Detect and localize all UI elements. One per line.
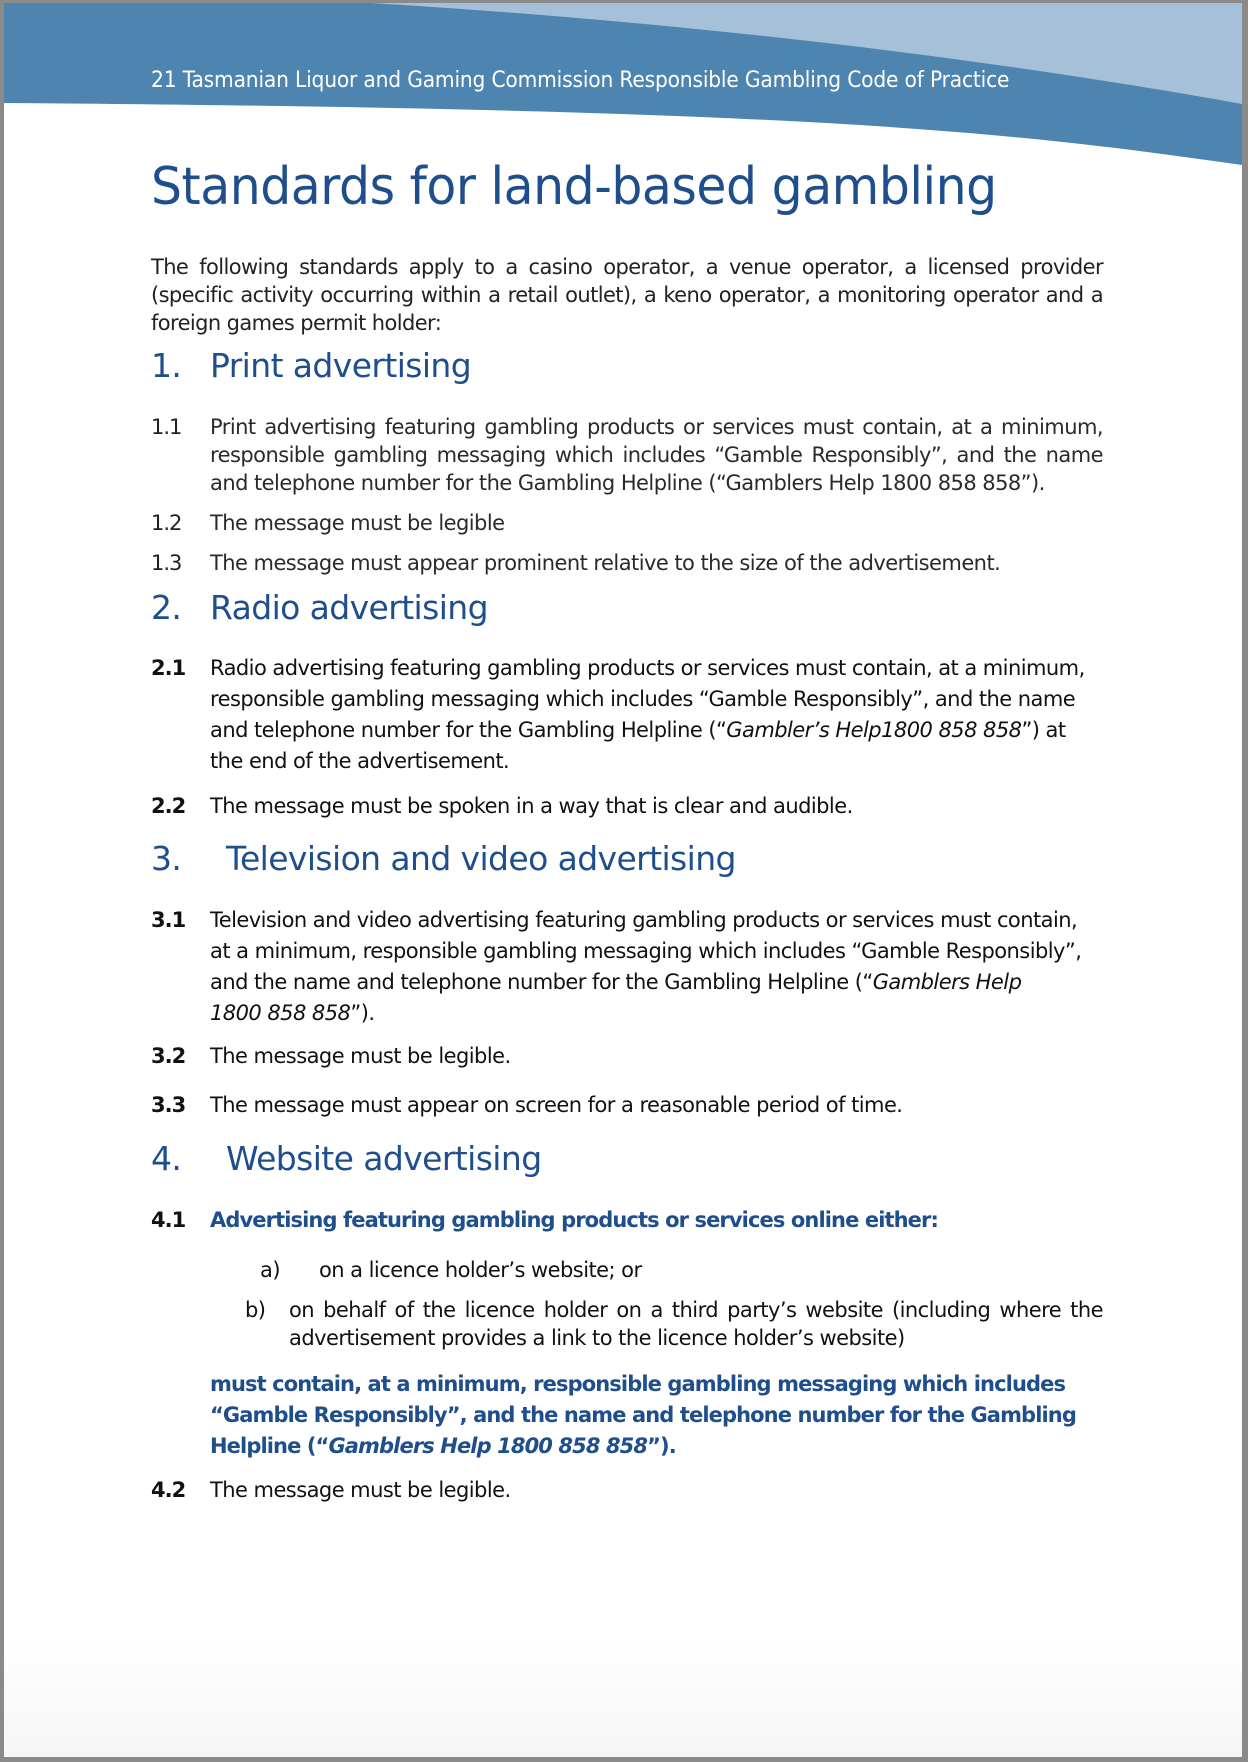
clause-text: Print advertising featuring gambling products or services must contain, at a minimum, responsible gambling messaging which includes “Gamble Responsibly”, and the name and telephone number for the Gambling Helpline (“Gamblers Help 1800 858 858”). (210, 415, 1103, 495)
subitem-label: a) (260, 1258, 280, 1282)
section-television-video-advertising (151, 839, 1103, 878)
page-title: Standards for land-based gambling (151, 157, 997, 217)
clause-number: 3.2 (151, 1044, 186, 1068)
section-number: 4. (151, 1139, 182, 1178)
clause-number: 3.3 (151, 1093, 186, 1117)
section-heading (151, 588, 1103, 627)
subitem-text: on behalf of the licence holder on a third party’s website (including where the advertisement provides a link to the licence holder’s website) (289, 1298, 1103, 1350)
clause-number: 4.1 (151, 1208, 186, 1232)
section-title: Radio advertising (210, 588, 488, 627)
clause-text: The message must be spoken in a way that is clear and audible. (210, 794, 853, 818)
subitem-text: on a licence holder’s website; or (319, 1258, 642, 1282)
section-number: 3. (151, 839, 182, 878)
subitem-a (151, 1256, 1103, 1284)
clause-tail-text: must contain, at a minimum, responsible gambling messaging which includes “Gamble Responsibly”, and the name and telephone number for the Gambling Helpline (“Gamblers Help 1800 858 858”). (210, 1372, 1076, 1458)
clause-1-3 (151, 549, 1103, 577)
clause-number: 2.2 (151, 794, 186, 818)
clause-number: 4.2 (151, 1478, 186, 1502)
clause-2-1 (151, 653, 1103, 777)
clause-number: 1.2 (151, 511, 182, 535)
clause-number: 3.1 (151, 908, 186, 932)
clause-text: The message must be legible. (210, 1044, 511, 1068)
clause-3-1 (151, 905, 1103, 1029)
document-page (4, 3, 1242, 1757)
clause-1-2 (151, 509, 1103, 537)
clause-number: 1.1 (151, 415, 182, 439)
clause-4-1-tail (151, 1369, 1103, 1462)
intro-paragraph: The following standards apply to a casino operator, a venue operator, a licensed provider (specific activity occurring within a retail outlet), a keno operator, a monitoring operator and a foreign games permit holder: (151, 255, 1103, 335)
clause-text: Radio advertising featuring gambling products or services must contain, at a minimum, responsible gambling messaging which includes “Gamble Responsibly”, and the name and telephone number for the Gambling Helpline (“Gambler’s Help1800 858 858”) at the end of the advertisement. (210, 656, 1085, 773)
subitem-b (151, 1296, 1103, 1352)
clause-4-1 (151, 1205, 1103, 1236)
section-website-advertising (151, 1139, 1103, 1178)
section-print-advertising (151, 346, 1103, 385)
section-radio-advertising (151, 588, 1103, 627)
section-heading (151, 346, 1103, 385)
clause-3-2 (151, 1041, 1103, 1072)
section-title: Television and video advertising (226, 839, 736, 878)
section-heading (151, 1139, 1103, 1178)
clause-1-1 (151, 413, 1103, 497)
clause-text: The message must be legible. (210, 1478, 511, 1502)
section-heading (151, 839, 1103, 878)
clause-lead-text: Advertising featuring gambling products or services online either: (210, 1208, 938, 1232)
clause-4-2 (151, 1475, 1103, 1506)
clause-2-2 (151, 791, 1103, 822)
clause-text: The message must be legible (210, 511, 505, 535)
clause-text: The message must appear on screen for a reasonable period of time. (210, 1093, 903, 1117)
helpline-italic: Gamblers Help 1800 858 858 (328, 1434, 648, 1458)
running-header: 21 Tasmanian Liquor and Gaming Commission Responsible Gambling Code of Practice (151, 68, 1010, 93)
clause-text: Television and video advertising featuring gambling products or services must contain, at a minimum, responsible gambling messaging which includes “Gamble Responsibly”, and the name and telephone number for the Gambling Helpline (“Gamblers Help 1800 858 858”). (210, 908, 1082, 1025)
section-number: 1. (151, 346, 182, 385)
section-title: Website advertising (226, 1139, 542, 1178)
clause-number: 2.1 (151, 656, 186, 680)
page-content (151, 151, 1103, 1502)
helpline-italic: Gambler’s Help1800 858 858 (726, 718, 1022, 742)
section-title: Print advertising (210, 346, 472, 385)
clause-3-3 (151, 1090, 1103, 1121)
subitem-label: b) (245, 1298, 266, 1322)
clause-number: 1.3 (151, 551, 182, 575)
clause-text: The message must appear prominent relative to the size of the advertisement. (210, 551, 1001, 575)
helpline-number-italic: 1800 858 858 (210, 1001, 351, 1025)
helpline-italic: Gamblers Help (872, 970, 1022, 994)
section-number: 2. (151, 588, 182, 627)
